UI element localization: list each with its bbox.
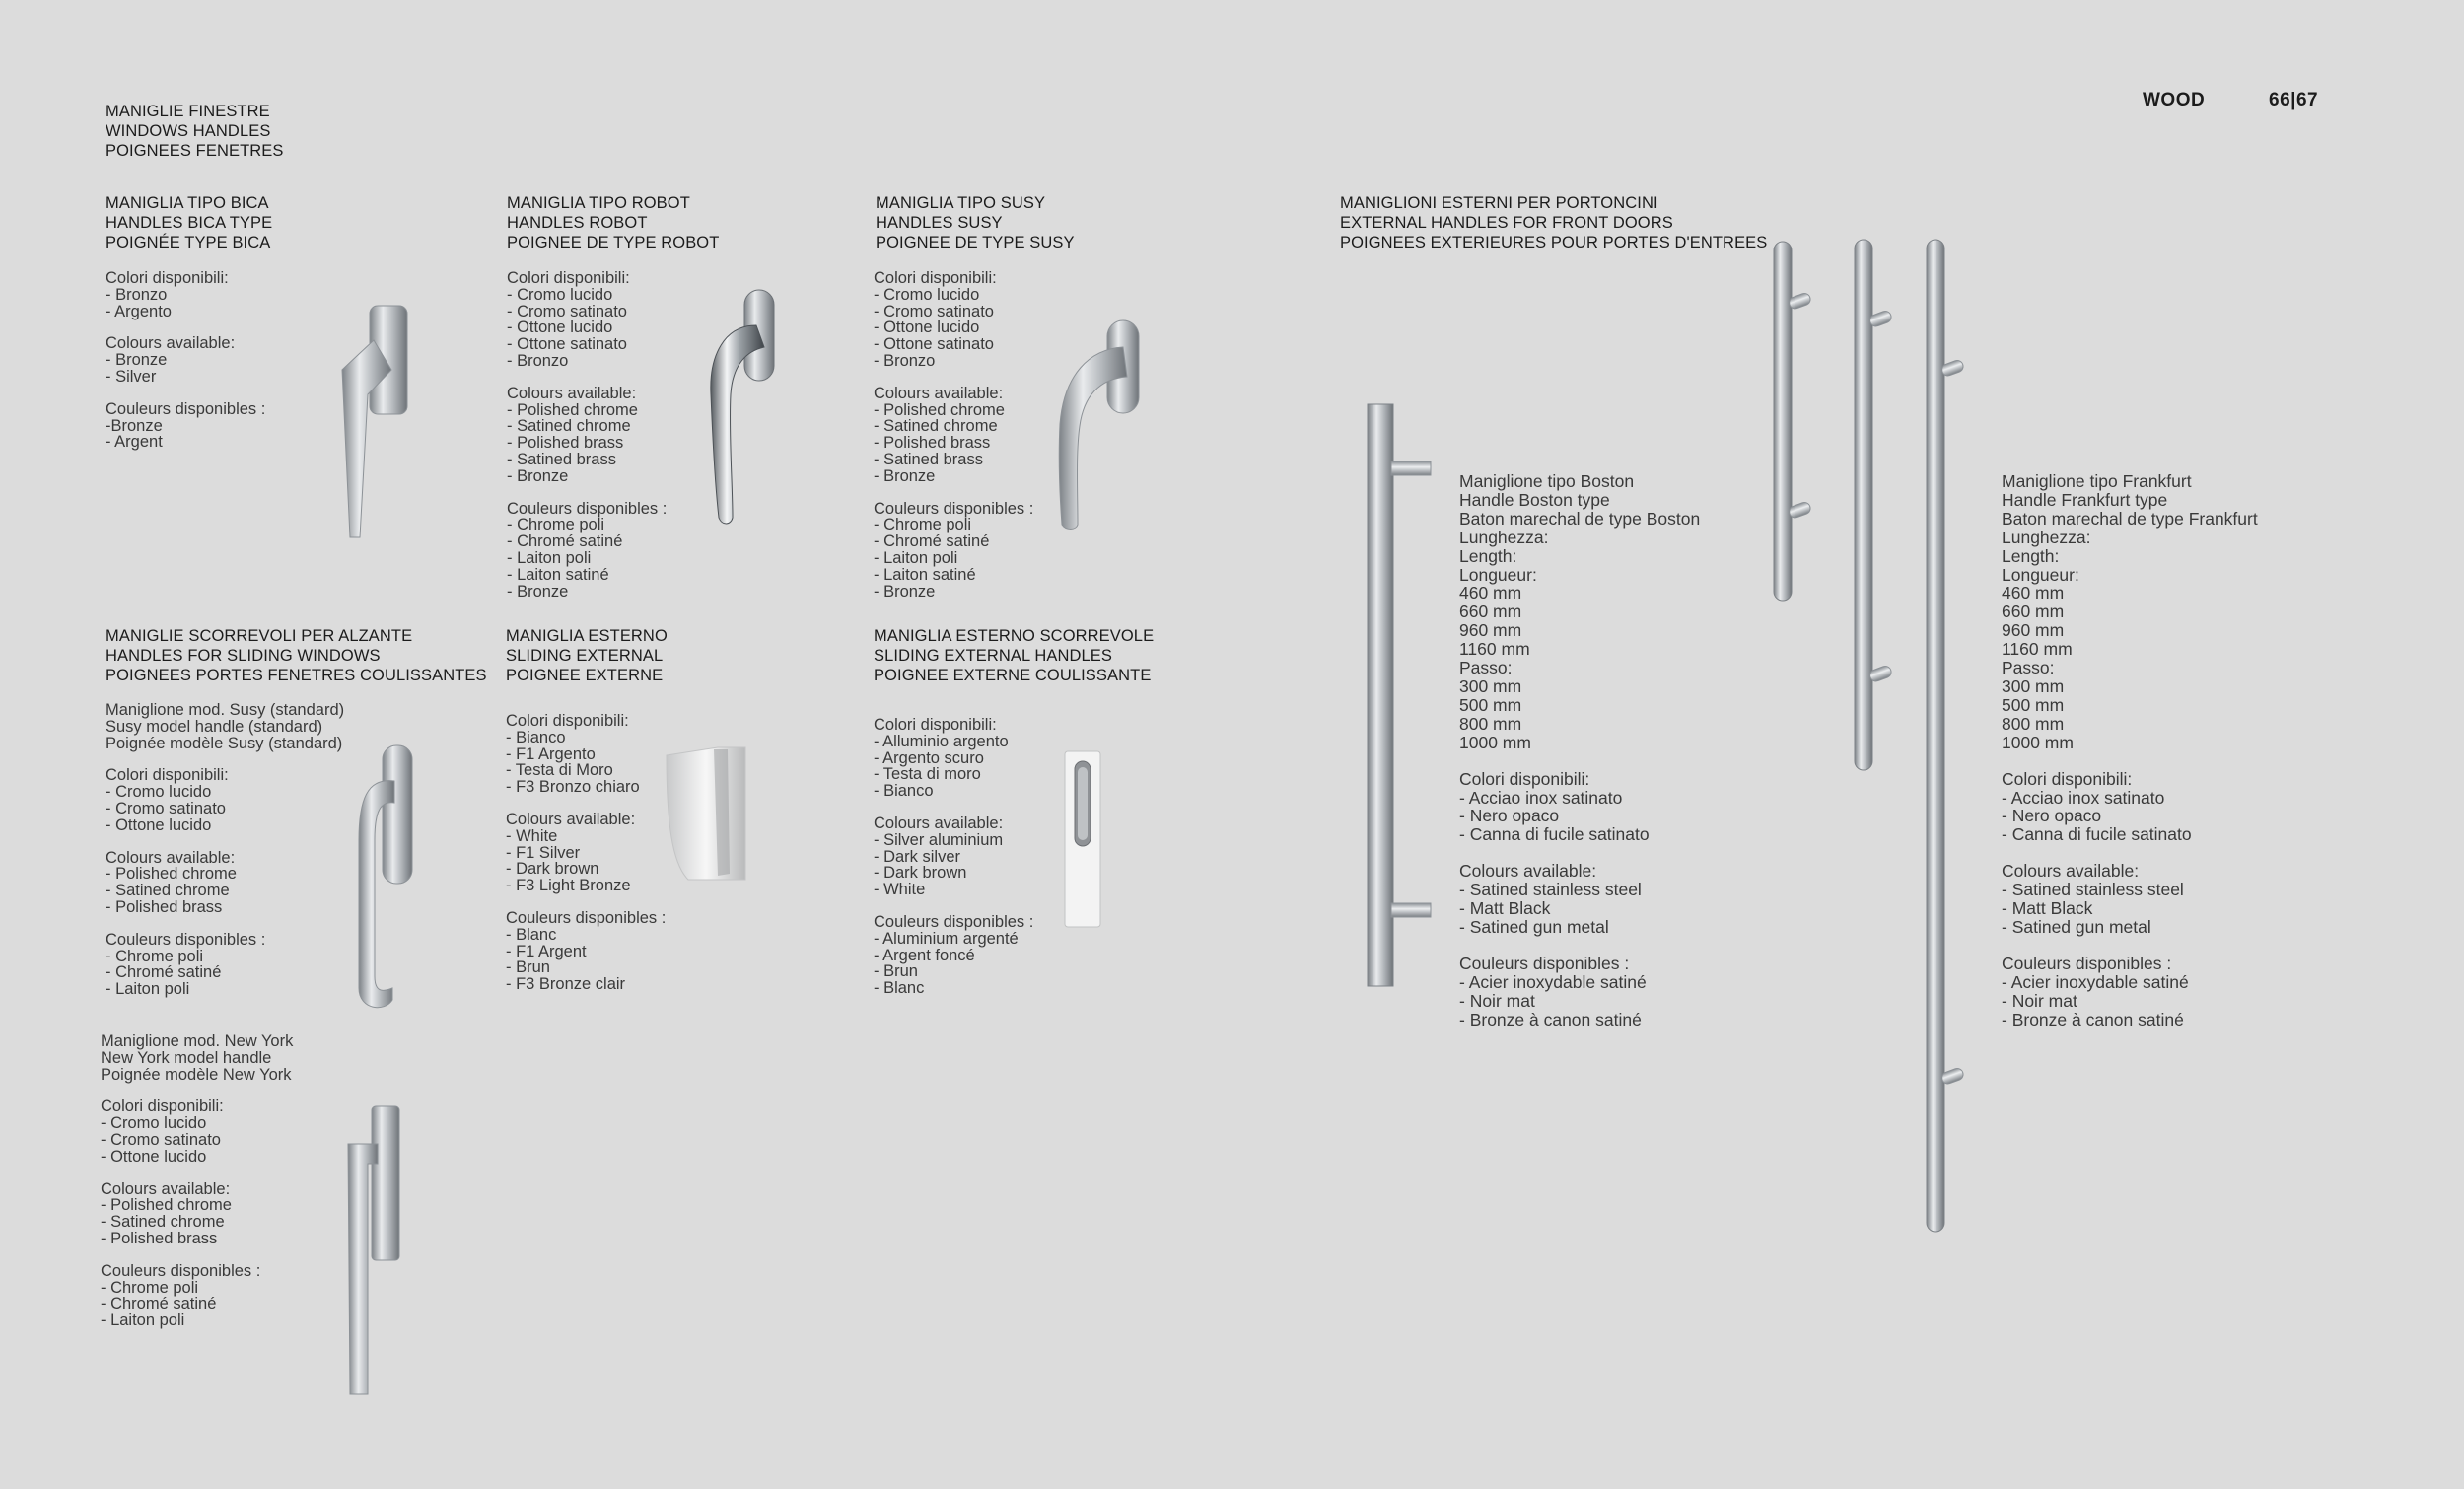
colour-line: Colours available: [101,1179,231,1198]
colour-line: Colours available: [874,814,1004,832]
category-heading [106,102,284,161]
colour-line: - Noir mat [1459,990,1535,1011]
colour-line: - Chromé satiné [101,1295,217,1313]
colour-line: - Cromo satinato [874,302,994,320]
esterno-title [506,626,668,685]
spec-line: Length: [2002,545,2060,566]
spec-line: 300 mm [2002,675,2065,696]
spec-line: 460 mm [1459,583,1522,603]
colour-line: - Chromé satiné [507,532,623,551]
frankfurt-specs [2002,472,2258,1028]
colour-line: - Chrome poli [106,947,204,965]
spec-line: Baton marechal de type Boston [1459,508,1701,529]
frankfurt-handle-image-long [1923,238,1972,1234]
spec-line: Longueur: [1459,564,1537,585]
colour-line: - Ottone lucido [507,319,613,337]
colour-line: - Satined chrome [101,1213,225,1232]
colour-line: - Ottone satinato [507,335,627,354]
title-line: MANIGLIA TIPO BICA [106,194,269,212]
colour-line: - Laiton poli [874,548,958,567]
colour-line: Colours available: [106,334,236,353]
frankfurt-handle-image-short [1770,240,1819,603]
spec-line: Baton marechal de type Frankfurt [2002,508,2258,529]
colour-line: Colori disponibili: [874,716,997,734]
spec-line: 660 mm [2002,602,2065,622]
title-line: SLIDING EXTERNAL [506,647,664,665]
sliding-newyork-block [101,1033,293,1329]
colour-line: - Bronzo [507,351,569,370]
colour-line: - Cromo lucido [507,285,613,304]
colour-line: Colours available: [106,848,236,867]
colour-line: - Ottone lucido [874,319,980,337]
colour-line: - Brun [506,958,550,977]
title-line: POIGNÉE TYPE BICA [106,234,271,251]
colour-line: Colori disponibili: [1459,768,1590,789]
colour-line: - Argento [106,302,172,320]
esterno-scorrevole-colours [874,717,1033,997]
colour-line: - Bronze [874,466,936,485]
front-doors-title [1340,193,1767,252]
colour-line: - Acciao inox satinato [1459,787,1623,808]
colour-line: Couleurs disponibles : [874,499,1034,518]
colour-line: - Blanc [874,979,925,998]
model-line: Maniglione mod. Susy (standard) [106,701,345,719]
colour-line: - Laiton satiné [874,565,976,584]
model-line: Susy model handle (standard) [106,717,323,736]
boston-handle-image [1364,402,1433,989]
colour-line: - Matt Black [1459,898,1551,919]
colour-line: - Bianco [506,728,566,746]
colour-line: - Matt Black [2002,898,2093,919]
spec-line: Handle Boston type [1459,489,1610,510]
colour-line: - Polished brass [874,434,991,453]
colour-line: - Argent [106,433,163,452]
colour-line: - Silver [106,367,157,386]
spec-line: 660 mm [1459,602,1522,622]
title-line: HANDLES FOR SLIDING WINDOWS [106,647,381,665]
title-line: MANIGLIA TIPO ROBOT [507,194,690,212]
colour-line: Couleurs disponibles : [106,930,266,949]
colour-line: - Nero opaco [2002,806,2102,826]
colour-line: - Bianco [874,782,934,801]
colour-line: Colours available: [2002,861,2140,882]
colour-line: Colori disponibili: [101,1098,224,1116]
colour-line: - Ottone lucido [101,1147,207,1166]
colour-line: - Canna di fucile satinato [1459,824,1650,845]
category-line-en: WINDOWS HANDLES [106,122,271,140]
title-line: HANDLES BICA TYPE [106,214,273,232]
colour-line: - Testa di Moro [506,761,613,780]
spec-line: 800 mm [1459,713,1522,734]
spec-line: 300 mm [1459,675,1522,696]
spec-line: Lunghezza: [2002,527,2091,547]
colour-line: Colori disponibili: [106,269,229,287]
colour-line: - Polished brass [101,1229,218,1247]
colour-line: - Polished chrome [874,400,1005,419]
boston-specs [1459,472,1700,1028]
spec-line: Handle Frankfurt type [2002,489,2168,510]
spec-line: 960 mm [2002,620,2065,641]
colour-line: Colori disponibili: [507,269,630,287]
colour-line: - Acier inoxydable satiné [1459,971,1647,992]
spec-line: Length: [1459,545,1517,566]
colour-line: Couleurs disponibles : [2002,953,2172,973]
colour-line: - Satined brass [507,450,616,468]
colour-line: - Satined stainless steel [2002,880,2184,900]
bica-handle-image [330,301,419,547]
colour-line: - Polished brass [507,434,624,453]
title-line: POIGNEES PORTES FENETRES COULISSANTES [106,667,487,684]
colour-line: - Satined chrome [106,882,230,900]
colour-line: - Chrome poli [507,516,605,534]
title-line: POIGNEES EXTERIEURES POUR PORTES D'ENTREES [1340,234,1768,251]
colour-line: Couleurs disponibles : [506,908,667,927]
colour-line: - Chromé satiné [106,963,222,982]
colour-line: Couleurs disponibles : [874,912,1034,931]
colour-line: - Bronze à canon satiné [1459,1009,1642,1029]
colour-line: - Polished brass [106,897,223,916]
spec-line: Maniglione tipo Frankfurt [2002,471,2192,491]
colour-line: - Bronze à canon satiné [2002,1009,2184,1029]
colour-line: - Satined chrome [874,417,998,436]
colour-line: - Noir mat [2002,990,2077,1011]
colour-line: - Bronze [874,582,936,601]
colour-line: - Dark brown [874,864,967,883]
robot-handle-image [695,286,794,528]
colour-line: - Acciao inox satinato [2002,787,2165,808]
colour-line: - Cromo satinato [106,799,226,817]
sliding-susy-handle-image [345,742,424,1020]
colour-line: - Polished chrome [101,1196,232,1215]
spec-line: 460 mm [2002,583,2065,603]
colour-line: - Laiton poli [507,548,592,567]
model-line: Poignée modèle Susy (standard) [106,734,343,752]
colour-line: - Laiton poli [101,1312,185,1330]
colour-line: Colours available: [507,384,637,402]
bica-title [106,193,272,252]
colour-line: Colori disponibili: [2002,768,2133,789]
colour-line: - Dark silver [874,847,961,866]
title-line: POIGNEE EXTERNE [506,667,664,684]
colour-line: Colori disponibili: [874,269,997,287]
title-line: HANDLES SUSY [876,214,1003,232]
colour-line: - F1 Silver [506,843,581,862]
colour-line: - Argent foncé [874,946,975,964]
category-line-it: MANIGLIE FINESTRE [106,103,270,120]
sliding-susy-block [106,702,344,998]
colour-line: - Polished chrome [106,865,237,884]
colour-line: - Chromé satiné [874,532,990,551]
spec-line: Maniglione tipo Boston [1459,471,1635,491]
title-line: POIGNEE DE TYPE SUSY [876,234,1075,251]
sliding-newyork-handle-image [340,1102,409,1398]
colour-line: - Canna di fucile satinato [2002,824,2192,845]
colour-line: - Bronzo [874,351,936,370]
colour-line: - Acier inoxydable satiné [2002,971,2189,992]
colour-line: - Cromo lucido [874,285,980,304]
colour-line: - Alluminio argento [874,732,1009,750]
colour-line: Couleurs disponibles : [1459,953,1630,973]
section-title: WOOD [2143,90,2206,110]
colour-line: Colours available: [506,810,636,828]
colour-line: - F1 Argento [506,744,596,763]
colour-line: - Satined stainless steel [1459,880,1642,900]
colour-line: - F3 Bronze clair [506,975,626,994]
sliding-title [106,626,487,685]
frankfurt-handle-image-medium [1851,238,1900,772]
colour-line: - Nero opaco [1459,806,1560,826]
colour-line: - Bronze [106,351,168,370]
title-line: MANIGLIONI ESTERNI PER PORTONCINI [1340,194,1658,212]
title-line: SLIDING EXTERNAL HANDLES [874,647,1113,665]
page-numbers: 66|67 [2269,90,2319,110]
spec-line: Longueur: [2002,564,2079,585]
esterno-handle-image [659,745,747,884]
colour-line: - Satined brass [874,450,983,468]
robot-title [507,193,719,252]
colour-line: - Testa di moro [874,765,981,784]
susy-colours [874,270,1033,600]
title-line: EXTERNAL HANDLES FOR FRONT DOORS [1340,214,1673,232]
colour-line: - Polished chrome [507,400,638,419]
title-line: MANIGLIA ESTERNO [506,627,668,645]
colour-line: - Bronze [507,582,569,601]
colour-line: - White [506,826,558,845]
colour-line: - Satined gun metal [2002,916,2151,937]
colour-line: - Aluminium argenté [874,929,1019,948]
bica-colours [106,270,265,451]
esterno-scorrevole-title [874,626,1154,685]
colour-line: - F3 Light Bronze [506,877,631,895]
colour-line: - Brun [874,962,918,981]
colour-line: - Chrome poli [874,516,972,534]
colour-line: Colori disponibili: [106,766,229,785]
susy-handle-image [1050,316,1159,532]
colour-line: - Cromo lucido [101,1114,207,1133]
spec-line: 800 mm [2002,713,2065,734]
colour-line: Couleurs disponibles : [101,1261,261,1280]
title-line: POIGNEE EXTERNE COULISSANTE [874,667,1152,684]
colour-line: -Bronze [106,416,163,435]
spec-line: Passo: [1459,658,1513,678]
colour-line: - Cromo lucido [106,783,212,802]
colour-line: - Laiton satiné [507,565,609,584]
colour-line: - Dark brown [506,860,599,879]
title-line: MANIGLIA TIPO SUSY [876,194,1046,212]
colour-line: - Bronzo [106,285,168,304]
colour-line: - Laiton poli [106,980,190,999]
spec-line: 1160 mm [2002,639,2073,660]
esterno-scorrevole-handle-image [1063,749,1102,929]
spec-line: 1000 mm [1459,732,1531,752]
colour-line: - Cromo satinato [101,1130,221,1149]
susy-title [876,193,1075,252]
colour-line: - Satined gun metal [1459,916,1609,937]
title-line: MANIGLIE SCORREVOLI PER ALZANTE [106,627,413,645]
esterno-colours [506,713,666,993]
colour-line: - Cromo satinato [507,302,627,320]
colour-line: - Satined chrome [507,417,631,436]
spec-line: Passo: [2002,658,2055,678]
colour-line: - White [874,881,926,899]
model-line: Maniglione mod. New York [101,1032,294,1050]
model-line: New York model handle [101,1048,272,1067]
colour-line: - Ottone satinato [874,335,994,354]
spec-line: 500 mm [2002,694,2065,715]
model-line: Poignée modèle New York [101,1065,292,1084]
colour-line: - F3 Bronzo chiaro [506,778,640,797]
colour-line: - F1 Argent [506,942,587,960]
colour-line: - Chrome poli [101,1278,199,1297]
colour-line: Colours available: [1459,861,1597,882]
colour-line: - Silver aluminium [874,830,1004,849]
colour-line: - Argento scuro [874,748,984,767]
colour-line: Couleurs disponibles : [106,399,266,418]
colour-line: - Blanc [506,925,557,944]
colour-line: - Bronze [507,466,569,485]
title-line: POIGNEE DE TYPE ROBOT [507,234,720,251]
spec-line: 500 mm [1459,694,1522,715]
spec-line: Lunghezza: [1459,527,1549,547]
colour-line: Colours available: [874,384,1004,402]
colour-line: - Ottone lucido [106,815,212,834]
spec-line: 1000 mm [2002,732,2074,752]
title-line: MANIGLIA ESTERNO SCORREVOLE [874,627,1155,645]
title-line: HANDLES ROBOT [507,214,648,232]
category-line-fr: POIGNEES FENETRES [106,142,284,160]
spec-line: 960 mm [1459,620,1522,641]
colour-line: Colori disponibili: [506,712,629,730]
colour-line: Couleurs disponibles : [507,499,668,518]
spec-line: 1160 mm [1459,639,1530,660]
robot-colours [507,270,667,600]
